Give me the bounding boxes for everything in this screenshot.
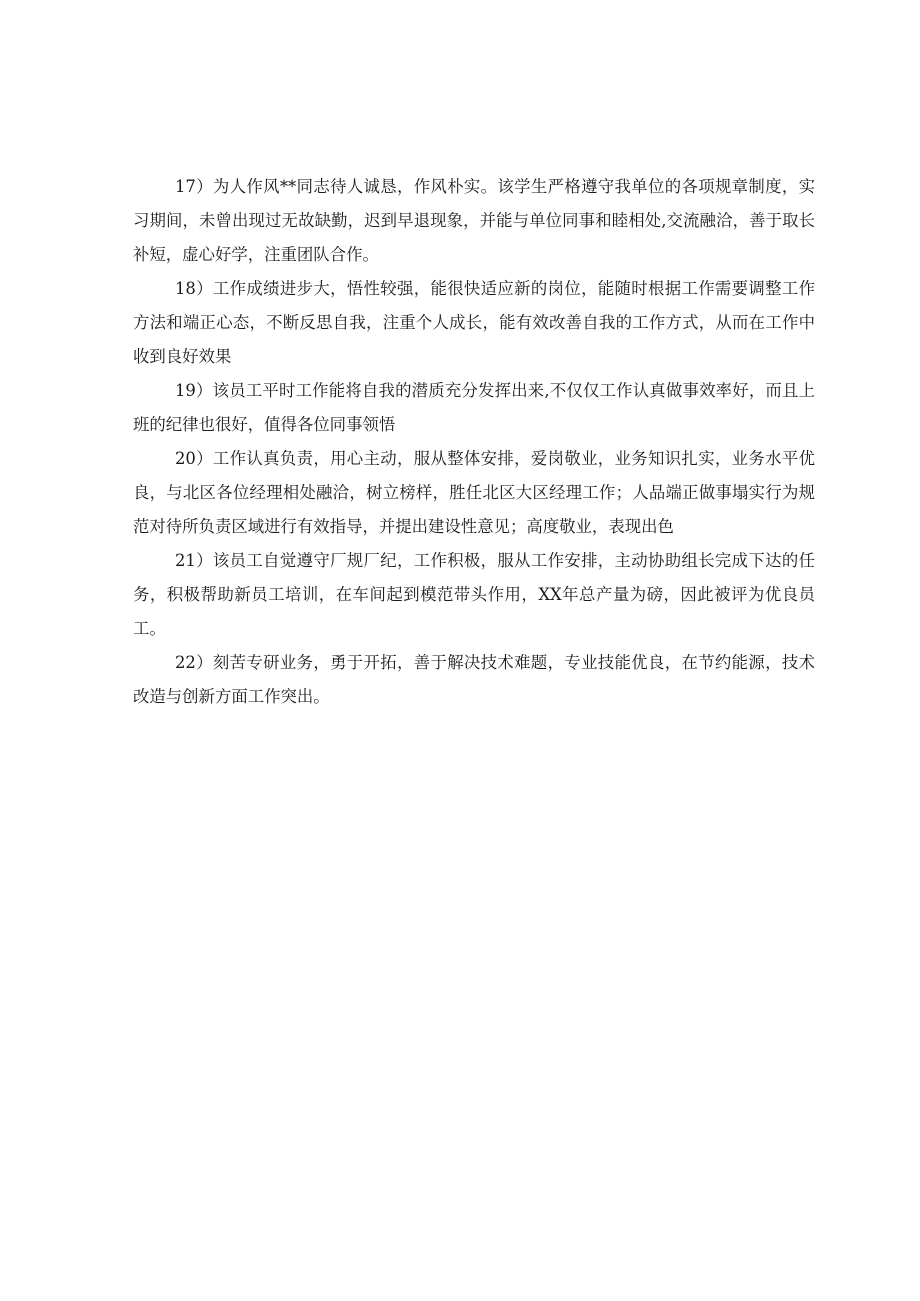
paragraph-18: 18）工作成绩进步大，悟性较强，能很快适应新的岗位，能随时根据工作需要调整工作方法和端正心态，不断反思自我，注重个人成长，能有效改善自我的工作方式，从而在工作中收到良好效果 xyxy=(133,279,815,366)
paragraph-17: 17）为人作风**同志待人诚恳，作风朴实。该学生严格遵守我单位的各项规章制度，实习期间，未曾出现过无故缺勤，迟到早退现象，并能与单位同事和睦相处,交流融洽，善于取长补短，虚心好学，注重团队合作。 xyxy=(133,177,815,264)
paragraph-19: 19）该员工平时工作能将自我的潜质充分发挥出来,不仅仅工作认真做事效率好，而且上班的纪律也很好，值得各位同事领悟 xyxy=(133,381,815,434)
paragraph-22: 22）刻苦专研业务，勇于开拓，善于解决技术难题，专业技能优良，在节约能源，技术改造与创新方面工作突出。 xyxy=(133,653,815,706)
paragraph-20: 20）工作认真负责，用心主动，服从整体安排，爱岗敬业，业务知识扎实，业务水平优良，与北区各位经理相处融洽，树立榜样，胜任北区大区经理工作；人品端正做事塌实行为规范对待所负责区域进行有效指导，并提出建设性意见；高度敬业，表现出色 xyxy=(133,449,815,536)
paragraph-21: 21）该员工自觉遵守厂规厂纪，工作积极，服从工作安排，主动协助组长完成下达的任务，积极帮助新员工培训，在车间起到模范带头作用，XX年总产量为磅，因此被评为优良员工。 xyxy=(133,551,815,638)
document-body xyxy=(133,170,815,714)
